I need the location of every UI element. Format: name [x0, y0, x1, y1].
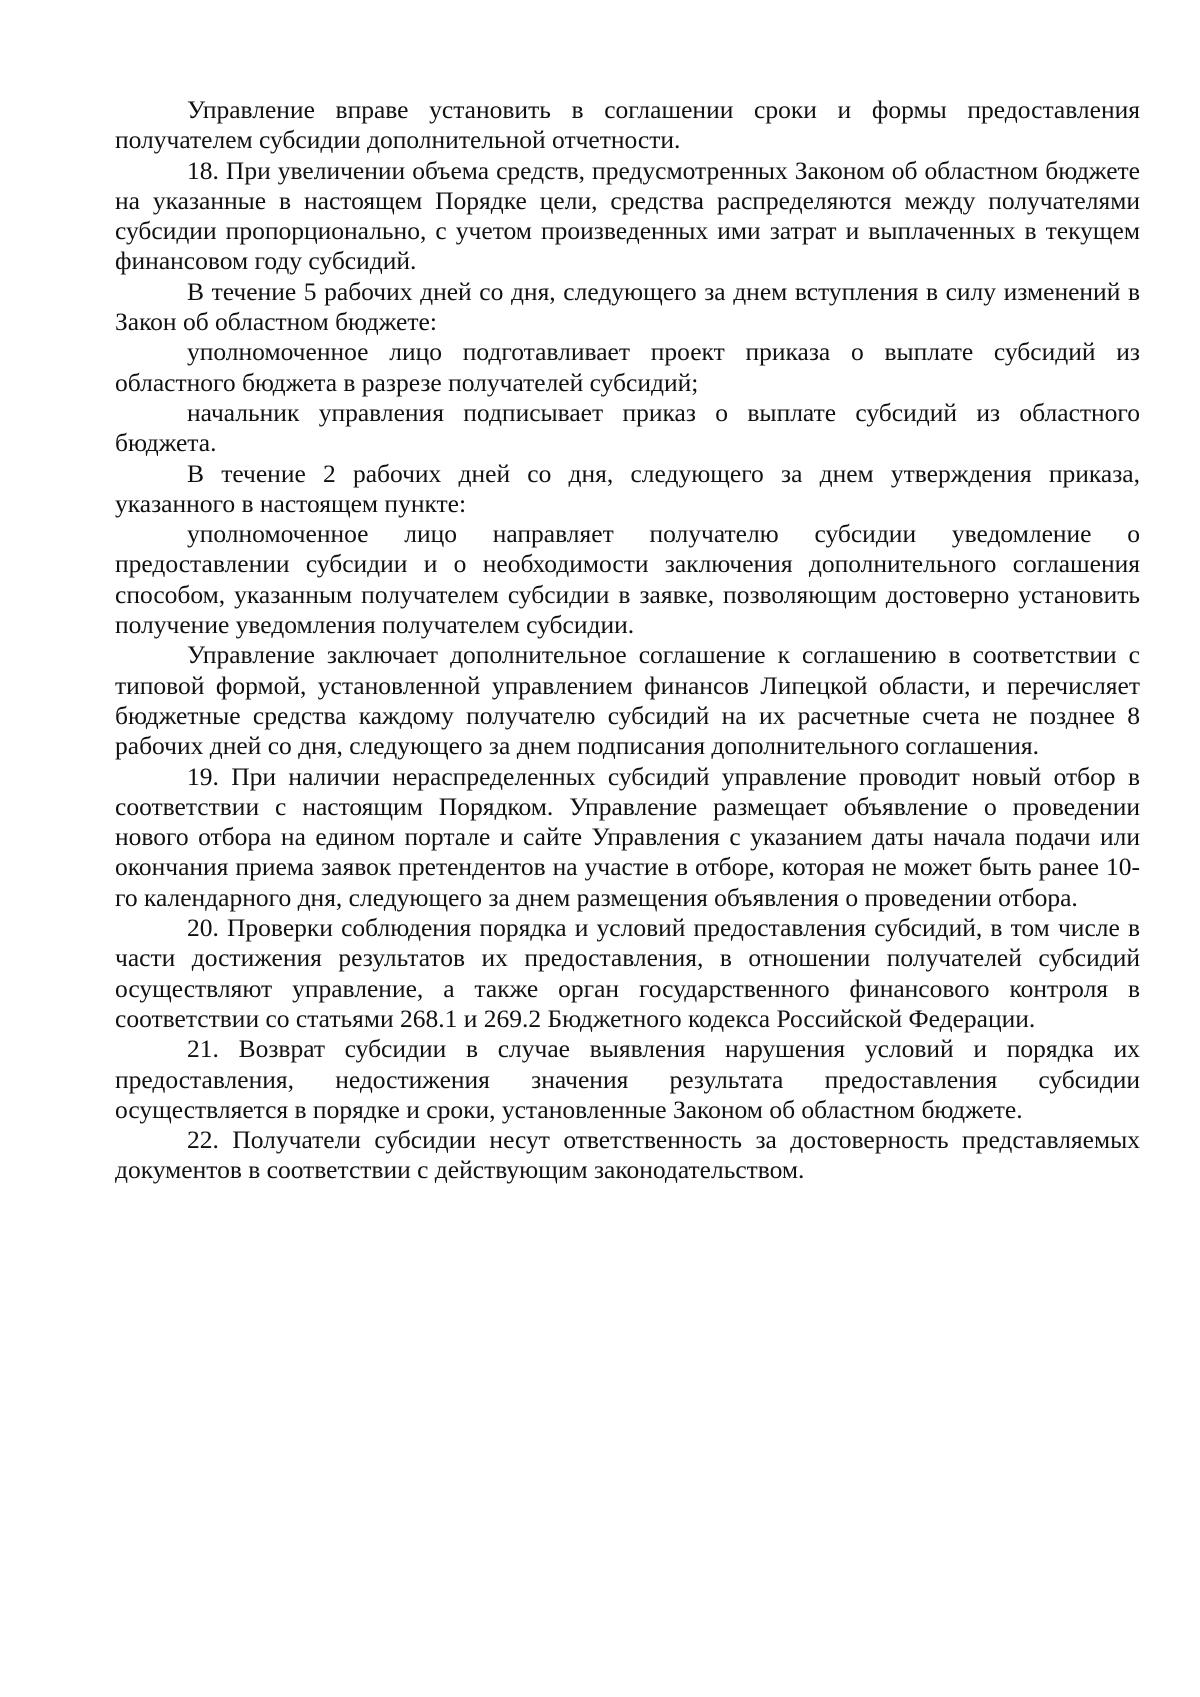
- paragraph: В течение 2 рабочих дней со дня, следующего за днем утверждения приказа, указанного в настоящем пункте:: [115, 458, 1140, 518]
- paragraph: Управление вправе установить в соглашении сроки и формы предоставления получателем субсидии дополнительной отчетности.: [115, 95, 1140, 155]
- paragraph: начальник управления подписывает приказ о выплате субсидий из областного бюджета.: [115, 397, 1140, 458]
- paragraph-item-18: 18. При увеличении объема средств, предусмотренных Законом об областном бюджете на указанные в настоящем Порядке цели, средства распределяются между получателями субсидии пропорционально, с учетом произведенных ими затрат и выплаченных в текущем финансовом году субсидий.: [115, 155, 1140, 276]
- paragraph: уполномоченное лицо направляет получателю субсидии уведомление о предоставлении субсидии и о необходимости заключения дополнительного соглашения способом, указанным получателем субсидии в заявке, позволяющим достоверно установить получение уведомления получателем субсидии.: [115, 519, 1140, 640]
- paragraph: Управление заключает дополнительное соглашение к соглашению в соответствии с типовой формой, установленной управлением финансов Липецкой области, и перечисляет бюджетные средства каждому получателю субсидий на их расчетные счета не позднее 8 рабочих дней со дня, следующего за днем подписания дополнительного соглашения.: [115, 640, 1140, 761]
- paragraph: уполномоченное лицо подготавливает проект приказа о выплате субсидий из областного бюджета в разрезе получателей субсидий;: [115, 337, 1140, 397]
- paragraph-item-20: 20. Проверки соблюдения порядка и условий предоставления субсидий, в том числе в части достижения результатов их предоставления, в отношении получателей субсидий осуществляют управление, а также орган государственного финансового контроля в соответствии со статьями 268.1 и 269.2 Бюджетного кодекса Российской Федерации.: [115, 913, 1140, 1033]
- paragraph-item-22: 22. Получатели субсидии несут ответственность за достоверность представляемых документов в соответствии с действующим законодательством.: [115, 1125, 1140, 1185]
- paragraph: В течение 5 рабочих дней со дня, следующего за днем вступления в силу изменений в Закон об областном бюджете:: [115, 276, 1140, 337]
- document-body: [115, 95, 1140, 1186]
- paragraph-item-21: 21. Возврат субсидии в случае выявления нарушения условий и порядка их предоставления, недостижения значения результата предоставления субсидии осуществляется в порядке и сроки, установленные Законом об областном бюджете.: [115, 1034, 1140, 1124]
- paragraph-item-19: 19. При наличии нераспределенных субсидий управление проводит новый отбор в соответствии с настоящим Порядком. Управление размещает объявление о проведении нового отбора на едином портале и сайте Управления с указанием даты начала подачи или окончания приема заявок претендентов на участие в отборе, которая не может быть ранее 10-го календарного дня, следующего за днем размещения объявления о проведении отбора.: [115, 761, 1140, 912]
